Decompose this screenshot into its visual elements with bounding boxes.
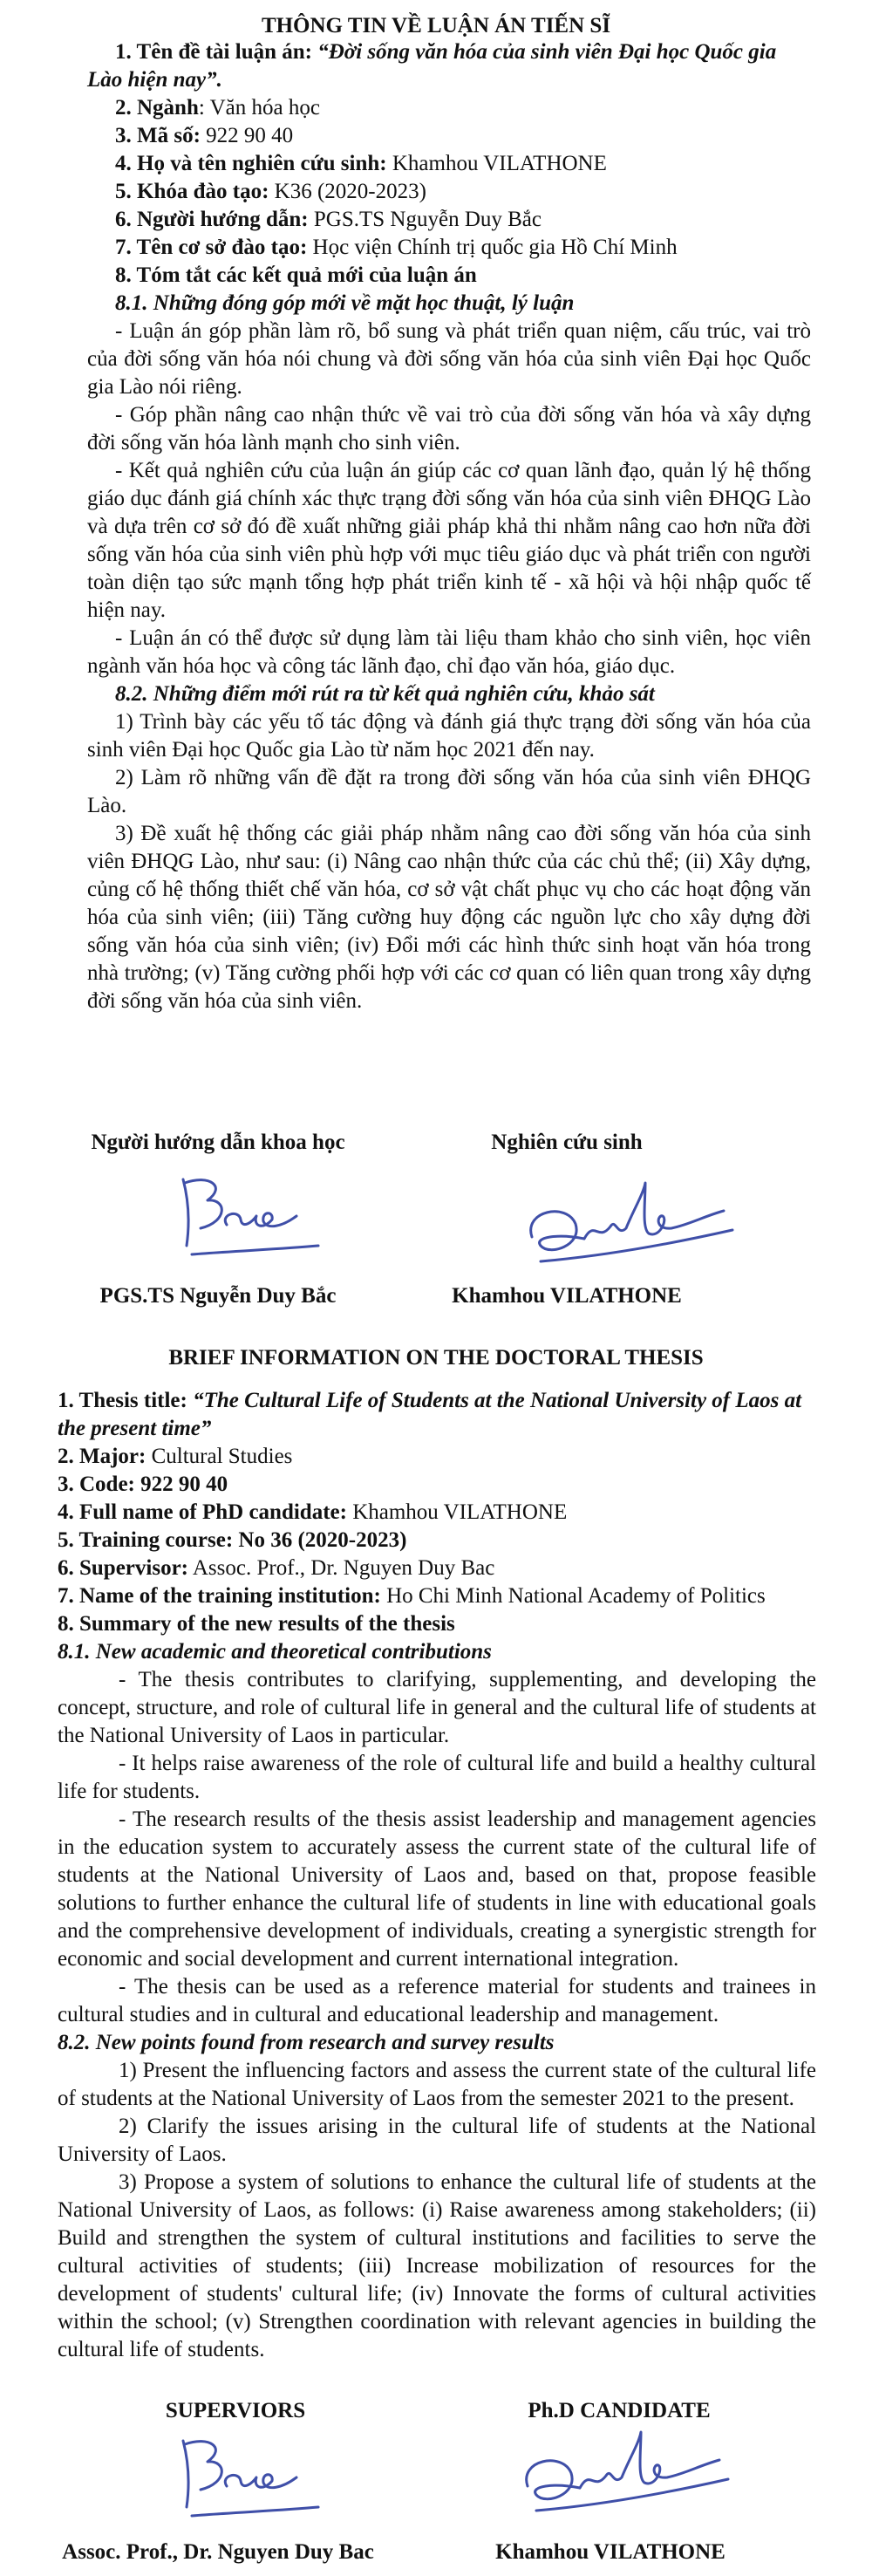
- vn-fields: [87, 38, 811, 1015]
- en-s81-item: - The thesis contributes to clarifying, supplementing, and developing the concept, structure, and role of cultural life in general and the cultural life of students at the National University of Laos in particular.: [58, 1668, 816, 1747]
- vn-candidate-title: Nghiên cứu sinh: [491, 1131, 643, 1154]
- candidate-signature-icon: [514, 1176, 741, 1272]
- vn-field-candidate: 4. Họ và tên nghiên cứu sinh: Khamhou VILATHONE: [115, 152, 607, 175]
- en-s81-heading: 8.1. New academic and theoretical contributions: [58, 1640, 492, 1664]
- en-field-supervisor: 6. Supervisor: Assoc. Prof., Dr. Nguyen Duy Bac: [58, 1556, 495, 1580]
- vn-supervisor-title: Người hướng dẫn khoa học: [91, 1131, 345, 1154]
- vn-s81-item: - Kết quả nghiên cứu của luận án giúp các cơ quan lãnh đạo, quản lý hệ thống giáo dục đánh giá chính xác thực trạng đời sống văn hóa của sinh viên ĐHQG Lào và dựa trên cơ sở đó đề xuất những giải pháp khả thi nhằm nâng cao hơn nữa đời sống văn hóa của sinh viên phù hợp với mục tiêu giáo dục và phát triển con người toàn diện tạo sức mạnh tổng hợp phát triển kinh tế - xã hội và hội nhập quốc tế hiện nay.: [87, 459, 811, 622]
- vn-s82-item: 1) Trình bày các yếu tố tác động và đánh giá thực trạng đời sống văn hóa của sinh viên Đại học Quốc gia Lào từ năm học 2021 đến nay.: [87, 710, 811, 762]
- en-fields: [58, 1387, 816, 2364]
- en-field-candidate: 4. Full name of PhD candidate: Khamhou VILATHONE: [58, 1500, 568, 1524]
- en-field-institution: 7. Name of the training institution: Ho Chi Minh National Academy of Politics: [58, 1584, 766, 1608]
- vn-s82-heading: 8.2. Những điểm mới rút ra từ kết quả nghiên cứu, khảo sát: [115, 682, 655, 706]
- en-supervisor-title: SUPERVIORS: [165, 2399, 306, 2422]
- en-supervisor-name: Assoc. Prof., Dr. Nguyen Duy Bac: [62, 2540, 374, 2564]
- vn-s82-item: 2) Làm rõ những vấn đề đặt ra trong đời sống văn hóa của sinh viên ĐHQG Lào.: [87, 766, 811, 817]
- en-field-summary: 8. Summary of the new results of the thesis: [58, 1612, 455, 1636]
- en-s81-item: - The research results of the thesis assist leadership and management agencies in the education system to accurately assess the current state of the cultural life of students at the National University of Laos and, based on that, propose feasible solutions to further enhance the cultural life of students in line with educational goals and the comprehensive development of individuals, creating a synergistic strength for economic and social development and current international integration.: [58, 1807, 816, 1971]
- en-field-code: 3. Code: 922 90 40: [58, 1472, 228, 1496]
- en-field-major: 2. Major: Cultural Studies: [58, 1445, 293, 1468]
- vn-s82-item: 3) Đề xuất hệ thống các giải pháp nhằm nâng cao đời sống văn hóa của sinh viên ĐHQG Lào, như sau: (i) Nâng cao nhận thức của các chủ thể; (ii) Xây dựng, củng cố hệ thống thiết chế văn hóa, cơ sở vật chất phục vụ cho các hoạt động văn hóa của sinh viên; (iii) Tăng cường huy động các nguồn lực cho xây dựng đời sống văn hóa của sinh viên; (iv) Đổi mới các hình thức sinh hoạt văn hóa trong nhà trường; (v) Tăng cường phối hợp với các cơ quan có liên quan trong xây dựng đời sống văn hóa của sinh viên.: [87, 822, 811, 1013]
- en-s82-item: 1) Present the influencing factors and assess the current state of the cultural life of students at the National University of Laos from the semester 2021 to the present.: [58, 2059, 816, 2110]
- vn-field-major: 2. Ngành: Văn hóa học: [115, 96, 320, 120]
- vn-field-summary: 8. Tóm tắt các kết quả mới của luận án: [115, 263, 477, 287]
- en-title: BRIEF INFORMATION ON THE DOCTORAL THESIS: [168, 1346, 704, 1370]
- vn-candidate-name: Khamhou VILATHONE: [452, 1284, 682, 1308]
- vn-s81-item: - Góp phần nâng cao nhận thức về vai trò của đời sống văn hóa và xây dựng đời sống văn hóa lành mạnh cho sinh viên.: [87, 403, 811, 454]
- en-s82-item: 2) Clarify the issues arising in the cultural life of students at the National University of Laos.: [58, 2115, 816, 2166]
- vn-field-institution: 7. Tên cơ sở đào tạo: Học viện Chính trị quốc gia Hồ Chí Minh: [115, 236, 678, 259]
- vn-field-course: 5. Khóa đào tạo: K36 (2020-2023): [115, 180, 426, 203]
- en-s82-heading: 8.2. New points found from research and survey results: [58, 2031, 555, 2054]
- vn-field-title: 1. Tên đề tài luận án: “Đời sống văn hóa của sinh viên Đại học Quốc gia Lào hiện nay”.: [87, 40, 777, 92]
- vn-title: THÔNG TIN VỀ LUẬN ÁN TIẾN SĨ: [261, 14, 611, 38]
- candidate-signature-icon: [510, 2425, 737, 2521]
- vn-field-code: 3. Mã số: 922 90 40: [115, 124, 294, 147]
- en-s81-item: - It helps raise awareness of the role of cultural life and build a healthy cultural life for students.: [58, 1752, 816, 1803]
- vn-s81-item: - Luận án có thể được sử dụng làm tài liệu tham khảo cho sinh viên, học viên ngành văn hóa học và công tác lãnh đạo, chỉ đạo văn hóa, giáo dục.: [87, 626, 811, 678]
- en-candidate-title: Ph.D CANDIDATE: [528, 2399, 711, 2422]
- vn-field-supervisor: 6. Người hướng dẫn: PGS.TS Nguyễn Duy Bắc: [115, 208, 542, 231]
- vn-supervisor-name: PGS.TS Nguyễn Duy Bắc: [99, 1284, 337, 1308]
- vn-s81-item: - Luận án góp phần làm rõ, bổ sung và phát triển quan niệm, cấu trúc, vai trò của đời sống văn hóa nói chung và đời sống văn hóa của sinh viên Đại học Quốc gia Lào nói riêng.: [87, 319, 811, 399]
- en-s82-item: 3) Propose a system of solutions to enhance the cultural life of students at the National University of Laos, as follows: (i) Raise awareness among stakeholders; (ii) Build and strengthen the system of cultural institutions and facilities to serve the cultural activities of students; (iii) Increase mobilization of resources for the development of students' cultural life; (iv) Innovate the forms of cultural activities within the school; (v) Strengthen coordination with relevant agencies in building the cultural life of students.: [58, 2170, 816, 2361]
- supervisor-signature-icon: [166, 2430, 340, 2526]
- en-field-title: 1. Thesis title: “The Cultural Life of Students at the National University of Laos at the present time”: [58, 1389, 802, 1440]
- en-field-course: 5. Training course: No 36 (2020-2023): [58, 1528, 407, 1552]
- en-candidate-name: Khamhou VILATHONE: [495, 2540, 726, 2564]
- supervisor-signature-icon: [166, 1169, 340, 1265]
- vn-s81-heading: 8.1. Những đóng góp mới về mặt học thuật, lý luận: [115, 291, 575, 315]
- en-s81-item: - The thesis can be used as a reference material for students and trainees in cultural studies and in cultural and educational leadership and management.: [58, 1975, 816, 2026]
